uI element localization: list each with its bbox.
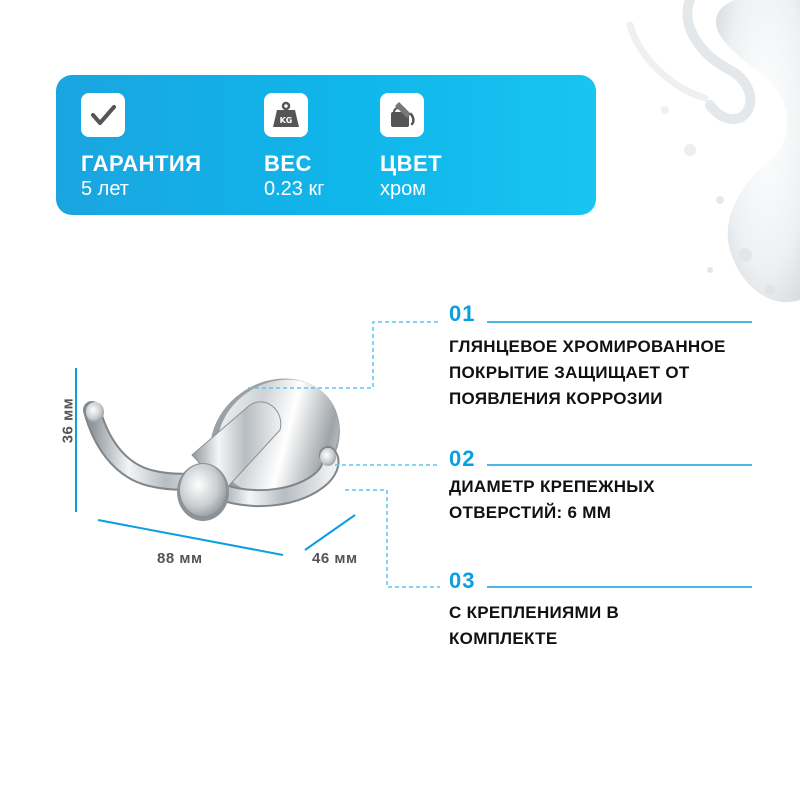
spec-value: 0.23 кг xyxy=(264,178,325,200)
spec-label: ЦВЕТ xyxy=(380,151,443,176)
spec-label: ВЕС xyxy=(264,151,312,176)
feature-text: ДИАМЕТР КРЕПЕЖНЫХ ОТВЕРСТИЙ: 6 ММ xyxy=(449,477,655,522)
spec-value: хром xyxy=(380,178,426,200)
dimension-height-label: 36 мм xyxy=(59,397,77,444)
dimension-width-label: 88 мм xyxy=(157,550,203,567)
spec-label: ГАРАНТИЯ xyxy=(81,151,202,176)
feature-text: ГЛЯНЦЕВОЕ ХРОМИРОВАННОЕ ПОКРЫТИЕ ЗАЩИЩАЕТ ОТ ПОЯВЛЕНИЯ КОРРОЗИИ xyxy=(449,337,726,408)
feature-number: 03 xyxy=(449,568,476,593)
weight-badge-text: KG xyxy=(279,116,293,125)
feature-text: С КРЕПЛЕНИЯМИ В КОМПЛЕКТЕ xyxy=(449,603,620,648)
feature-number: 02 xyxy=(449,446,476,471)
feature-number: 01 xyxy=(449,301,476,326)
spec-value: 5 лет xyxy=(81,178,129,200)
dimension-depth-label: 46 мм xyxy=(312,550,358,567)
